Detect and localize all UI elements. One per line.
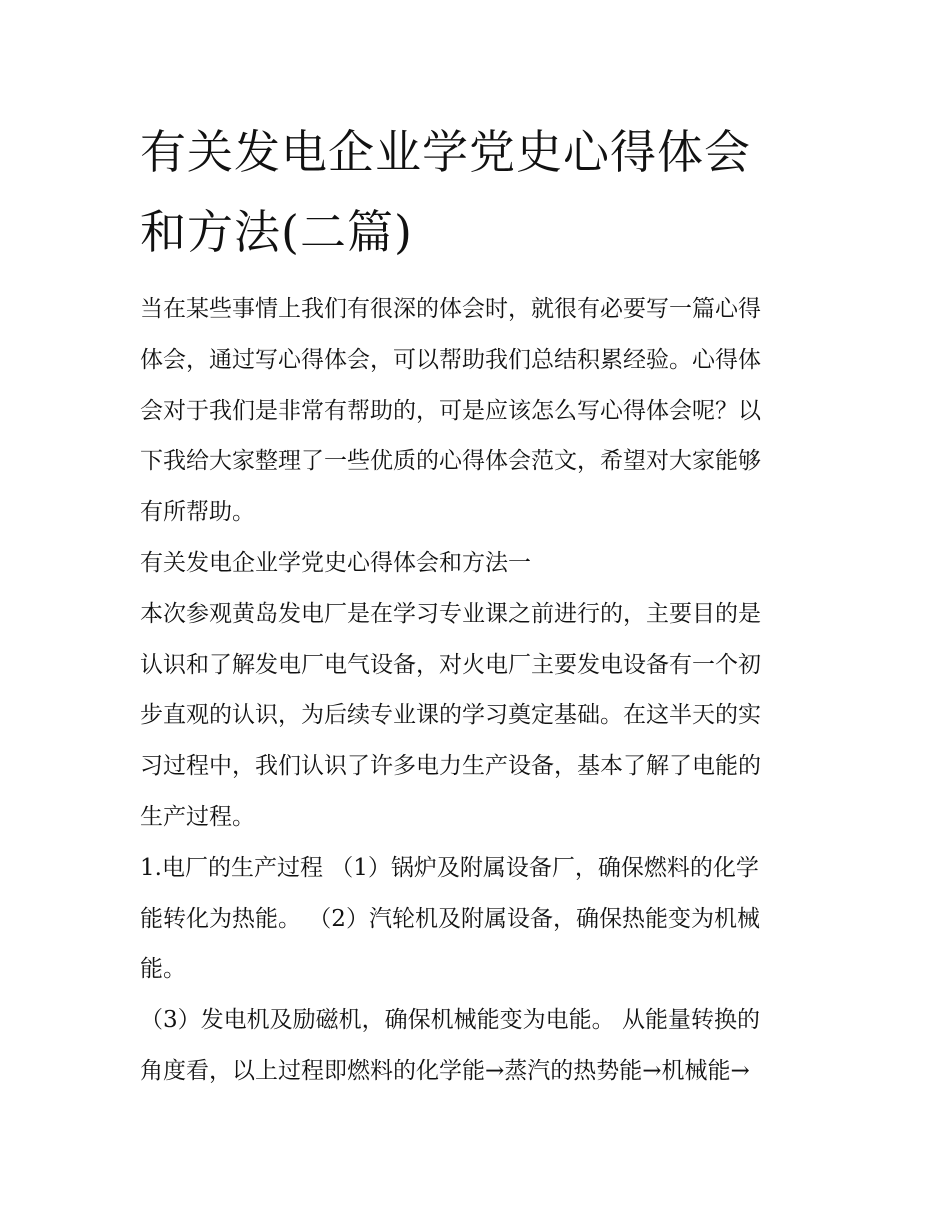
text-line: 1.电厂的生产过程 （1）锅炉及附属设备厂，确保燃料的化学 [140, 854, 759, 881]
text-line: 习过程中，我们认识了许多电力生产设备，基本了解了电能的 [140, 753, 761, 780]
text-line: 下我给大家整理了一些优质的心得体会范文，希望对大家能够 [140, 448, 761, 475]
body-paragraph [140, 589, 820, 843]
text-line: 有关发电企业学党史心得体会和方法一 [140, 549, 531, 576]
text-line: 生产过程。 [140, 803, 255, 830]
text-line: 有所帮助。 [140, 499, 255, 526]
text-line: 能转化为热能。 （2）汽轮机及附属设备，确保热能变为机械 [140, 905, 760, 932]
title-line: 有关发电企业学党史心得体会 [140, 125, 751, 179]
section-heading [140, 538, 820, 589]
text-line: （3）发电机及励磁机，确保机械能变为电能。 从能量转换的 [140, 1007, 760, 1034]
text-line: 会对于我们是非常有帮助的，可是应该怎么写心得体会呢？以 [140, 397, 761, 424]
document-page [140, 112, 820, 1097]
text-line: 当在某些事情上我们有很深的体会时，就很有必要写一篇心得 [140, 296, 761, 322]
text-line: 能。 [140, 956, 186, 983]
body-paragraph [140, 843, 820, 995]
text-line: 步直观的认识，为后续专业课的学习奠定基础。在这半天的实 [140, 702, 761, 729]
title-line: 和方法(二篇) [140, 205, 413, 259]
text-line: 角度看，以上过程即燃料的化学能→蒸汽的热势能→机械能→ [140, 1057, 750, 1084]
intro-paragraph [140, 284, 820, 538]
text-line: 认识和了解发电厂电气设备，对火电厂主要发电设备有一个初 [140, 651, 761, 678]
text-line: 本次参观黄岛发电厂是在学习专业课之前进行的，主要目的是 [140, 600, 761, 627]
body-paragraph [140, 995, 820, 1097]
document-title [140, 112, 820, 272]
text-line: 体会，通过写心得体会，可以帮助我们总结积累经验。心得体 [140, 346, 761, 373]
